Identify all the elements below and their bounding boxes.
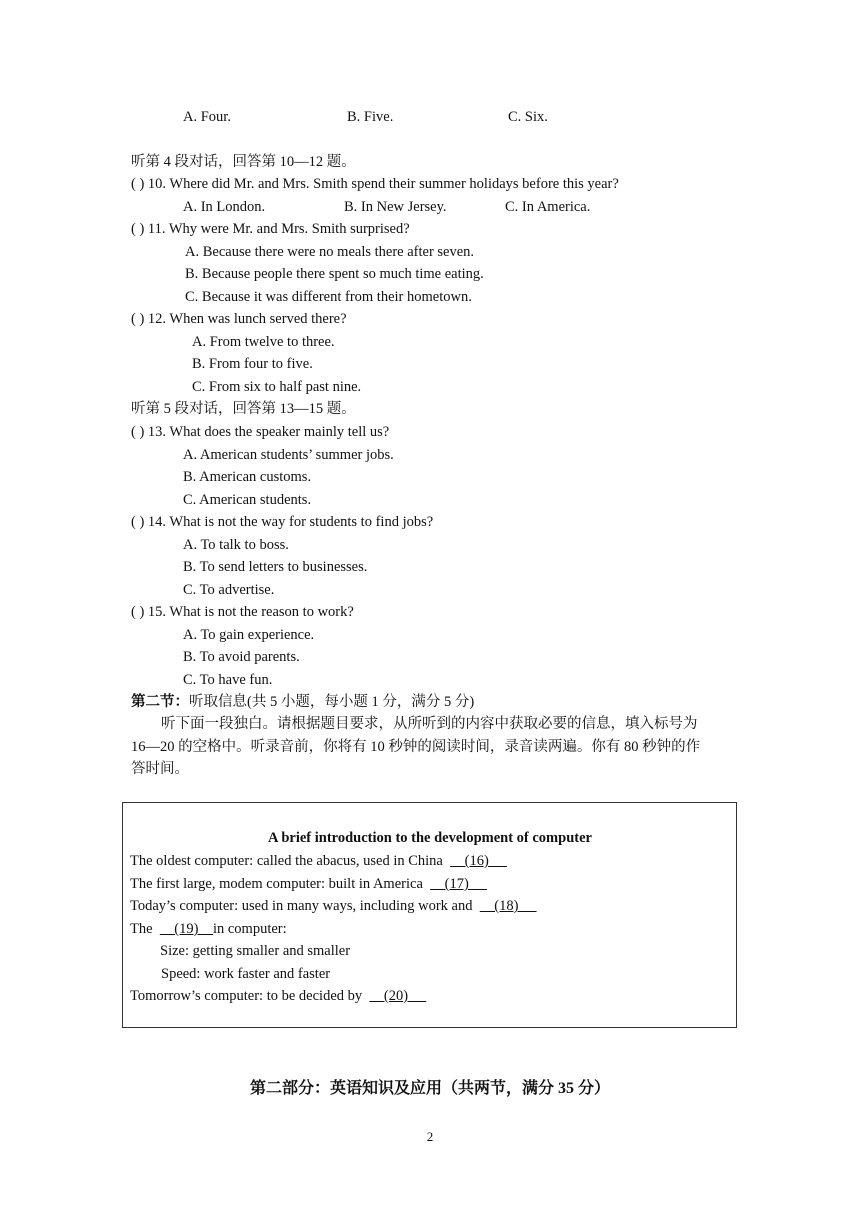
box-row-oldest-text: The oldest computer: called the abacus, used in China [130, 853, 443, 869]
q13-option-c: C. American students. [183, 492, 312, 508]
q15-option-b: B. To avoid parents. [183, 649, 300, 665]
section5-header: 听第 5 段对话，回答第 13—15 题。 [131, 401, 356, 417]
q15-option-c: C. To have fun. [183, 672, 273, 688]
section2-description: 听取信息(共 5 小题，每小题 1 分，满分 5 分) [189, 694, 475, 710]
q14-stem: ( ) 14. What is not the way for students to find jobs? [131, 514, 434, 530]
box-row-today [130, 897, 537, 915]
q10-option-a: A. In London. [183, 199, 266, 215]
q12-option-c: C. From six to half past nine. [192, 379, 362, 395]
part2-title: 第二部分：英语知识及应用（共两节，满分 35 分） [249, 1080, 610, 1097]
section4-header: 听第 4 段对话，回答第 10—12 题。 [131, 154, 356, 170]
q11-stem: ( ) 11. Why were Mr. and Mrs. Smith surprised? [131, 221, 410, 237]
q14-option-b: B. To send letters to businesses. [183, 559, 368, 575]
q10-stem: ( ) 10. Where did Mr. and Mrs. Smith spend their summer holidays before this year? [131, 176, 619, 192]
q9-option-b: B. Five. [347, 109, 394, 125]
q12-stem: ( ) 12. When was lunch served there? [131, 311, 347, 327]
q13-option-a: A. American students’ summer jobs. [183, 447, 394, 463]
page-number: 2 [426, 1129, 434, 1144]
q11-option-b: B. Because people there spent so much time eating. [185, 266, 484, 282]
box-row-tomorrow-text: Tomorrow’s computer: to be decided by [130, 988, 363, 1004]
box-row-speed: Speed: work faster and faster [161, 966, 331, 982]
q14-option-c: C. To advertise. [183, 582, 275, 598]
box-row-today-text: Today’s computer: used in many ways, including work and [130, 898, 473, 914]
q12-option-b: B. From four to five. [192, 356, 313, 372]
q12-option-a: A. From twelve to three. [192, 334, 335, 350]
box-row-first-large-text: The first large, modem computer: built in America [130, 876, 423, 892]
box-row-tomorrow [130, 987, 426, 1005]
section2-heading [131, 693, 474, 711]
box-row-changes-tail: in computer: [212, 921, 287, 937]
instructions-line-1: 听下面一段独白。请根据题目要求，从所听到的内容中获取必要的信息，填入标号为 [161, 716, 698, 732]
box-row-first-large [130, 875, 487, 893]
blank-16: (16) [450, 853, 507, 869]
instructions-line-2: 16—20 的空格中。听录音前，你将有 10 秒钟的阅读时间，录音读两遍。你有 80 秒钟的作 [131, 739, 701, 755]
blank-18: (18) [479, 898, 537, 914]
blank-17: (17) [430, 876, 487, 892]
q15-stem: ( ) 15. What is not the reason to work? [131, 604, 354, 620]
box-row-changes-lead: The [130, 921, 153, 937]
q10-option-c: C. In America. [505, 199, 591, 215]
q13-option-b: B. American customs. [183, 469, 312, 485]
q15-option-a: A. To gain experience. [183, 627, 315, 643]
box-row-size: Size: getting smaller and smaller [160, 943, 351, 959]
q14-option-a: A. To talk to boss. [183, 537, 289, 553]
q9-option-a: A. Four. [183, 109, 231, 125]
box-row-oldest [130, 852, 507, 870]
blank-19: (19) [159, 921, 213, 937]
blank-20: (20) [369, 988, 427, 1004]
q10-option-b: B. In New Jersey. [344, 199, 447, 215]
instructions-line-3: 答时间。 [131, 761, 189, 777]
box-row-changes [130, 920, 287, 938]
q11-option-a: A. Because there were no meals there after seven. [185, 244, 475, 260]
section2-label: 第二节： [131, 694, 189, 710]
box-title: A brief introduction to the development of computer [268, 830, 592, 846]
q13-stem: ( ) 13. What does the speaker mainly tell us? [131, 424, 390, 440]
q9-option-c: C. Six. [508, 109, 548, 125]
q11-option-c: C. Because it was different from their hometown. [185, 289, 472, 305]
